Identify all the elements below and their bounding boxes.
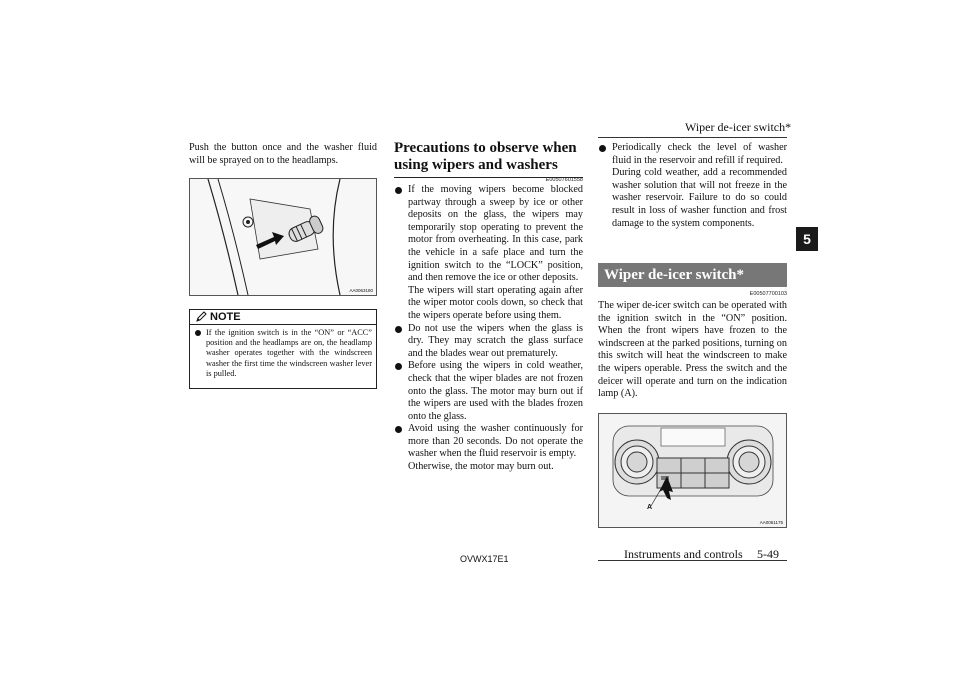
note-item (194, 328, 372, 379)
pencil-icon (195, 311, 207, 323)
bullet-icon (195, 330, 201, 336)
bullet-icon (395, 363, 402, 370)
intro-paragraph: Push the button once and the washer fluid will be sprayed on to the headlamps. (189, 142, 377, 166)
section-title-bar: Wiper de-icer switch* (598, 263, 787, 287)
callout-label-a: A (647, 504, 653, 511)
list-item (394, 360, 583, 423)
section-code: E00507700103 (749, 291, 787, 297)
climate-panel-illustration (599, 414, 786, 527)
note-header (190, 310, 376, 325)
figure-id: AA0061175 (759, 520, 783, 525)
header-rule (598, 137, 787, 138)
bullet-icon (395, 326, 402, 333)
list-item-text: Avoid using the washer continuously for more than 20 seconds. Do not operate the washer when the fluid reservoir is empty. (408, 423, 583, 460)
note-item-text: If the ignition switch is in the “ON” or “ACC” position and the headlamps are on, the headlamp washer operates together with the windscreen washer the first time the windscreen washer lever is pulled. (206, 328, 372, 378)
deicer-switch-figure (598, 413, 787, 528)
deicer-paragraph: The wiper de-icer switch can be operated with the ignition switch in the “ON” position. When the front wipers have frozen to the windscreen at the parked positions, turning on this switch will heat the windscreen to make the wipers operable. Press the switch and the deicer will operate and turn on the indication lamp (A). (598, 300, 787, 400)
page-number: 5-49 (757, 547, 779, 561)
list-item (598, 142, 787, 230)
heading-line-1: Precautions to observe when (394, 140, 577, 156)
figure-id: AA0063180 (349, 288, 373, 293)
section-heading-precautions (394, 140, 583, 178)
list-item-extra: During cold weather, add a recommended washer solution that will not freeze in the washer reservoir. Failure to do so could result in loss of washer function and frost damage to the system components. (612, 167, 787, 229)
precautions-list (394, 184, 583, 474)
note-label: NOTE (210, 311, 241, 323)
footer-section: Instruments and controls (624, 547, 743, 561)
list-item-text: If the moving wipers become blocked partway through a sweep by ice or other deposits on the glass, the wipers may temporarily stop operating to prevent the motor from overheating. In this case, park the vehicle in a safe place and turn the ignition switch to the “LOCK” position, and then remove the ice or other deposits. (408, 184, 583, 284)
list-item-text: Before using the wipers in cold weather, check that the wiper blades are not frozen onto the glass. The motor may burn out if the wipers are used with the blades frozen onto the glass. (408, 360, 583, 422)
washer-fluid-list (598, 142, 787, 230)
bullet-icon (395, 187, 402, 194)
list-item (394, 323, 583, 361)
list-item-extra: Otherwise, the motor may burn out. (408, 461, 554, 473)
note-body (194, 328, 372, 379)
chapter-tab: 5 (796, 227, 818, 251)
list-item (394, 423, 583, 473)
bullet-icon (395, 426, 402, 433)
list-item-text: Do not use the wipers when the glass is dry. They may scratch the glass surface and the blades wear out prematurely. (408, 322, 583, 359)
list-item (394, 184, 583, 323)
list-item-extra: The wipers will start operating again after the wiper motor cools down, so check that the wipers operate before using them. (408, 284, 583, 321)
list-item-text: Periodically check the level of washer fluid in the reservoir and refill if required. (612, 142, 787, 166)
headlamp-washer-figure (189, 178, 377, 296)
section-code: E00507601558 (545, 177, 583, 183)
heading-line-2: using wipers and washers (394, 157, 558, 173)
running-header: Wiper de-icer switch* (685, 120, 792, 134)
bullet-icon (599, 145, 606, 152)
steering-column-illustration (190, 179, 376, 295)
note-box (189, 309, 377, 389)
footer-code: OVWX17E1 (460, 554, 509, 564)
